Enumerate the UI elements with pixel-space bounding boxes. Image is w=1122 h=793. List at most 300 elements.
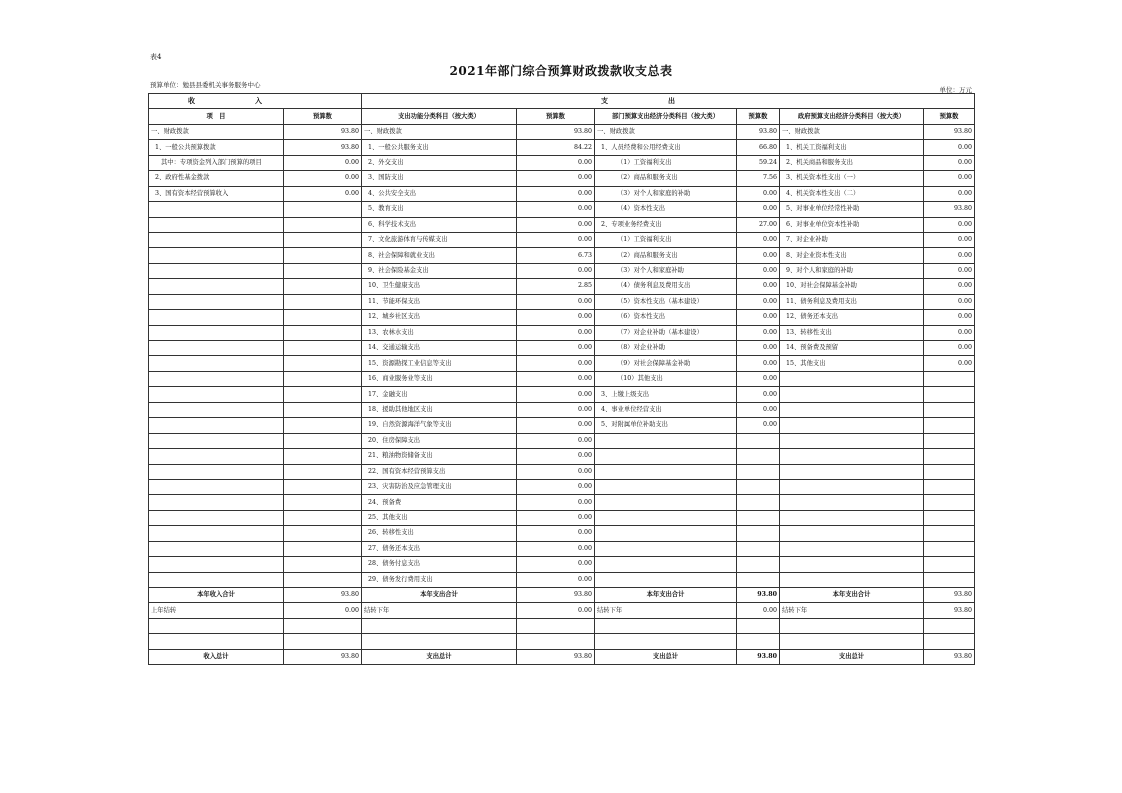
gov-econ-item: 10、对社会保障基金补助 — [780, 279, 924, 294]
gov-econ-item — [780, 634, 924, 649]
dept-econ-budget: 27.00 — [737, 217, 780, 232]
dept-econ-item: 一、财政拨款 — [595, 124, 737, 139]
dept-econ-budget: 0.00 — [737, 186, 780, 201]
function-budget: 0.00 — [517, 418, 595, 433]
dept-econ-budget: 0.00 — [737, 603, 780, 618]
income-budget — [284, 310, 362, 325]
income-item — [149, 248, 284, 263]
function-budget: 0.00 — [517, 186, 595, 201]
dept-econ-budget — [737, 618, 780, 633]
table-row — [149, 464, 975, 479]
income-budget — [284, 418, 362, 433]
income-budget — [284, 387, 362, 402]
function-item: 29、债务发行费用支出 — [362, 572, 517, 587]
function-budget: 0.00 — [517, 171, 595, 186]
income-budget — [284, 557, 362, 572]
total-row — [149, 649, 975, 664]
income-item — [149, 279, 284, 294]
dept-econ-budget — [737, 557, 780, 572]
dept-econ-item — [595, 557, 737, 572]
function-budget — [517, 618, 595, 633]
function-budget: 0.00 — [517, 572, 595, 587]
function-item — [362, 634, 517, 649]
function-item: 22、国有资本经营预算支出 — [362, 464, 517, 479]
dept-econ-budget — [737, 479, 780, 494]
function-budget: 93.80 — [517, 588, 595, 603]
dept-econ-item: （2）商品和服务支出 — [595, 248, 737, 263]
dept-econ-budget — [737, 449, 780, 464]
gov-econ-item — [780, 526, 924, 541]
dept-econ-budget: 66.80 — [737, 140, 780, 155]
gov-econ-budget — [924, 510, 975, 525]
gov-econ-budget — [924, 557, 975, 572]
income-item: 3、国有资本经营预算收入 — [149, 186, 284, 201]
income-budget — [284, 263, 362, 278]
dept-econ-item: （1）工资福利支出 — [595, 232, 737, 247]
function-budget: 0.00 — [517, 464, 595, 479]
income-budget — [284, 634, 362, 649]
table-row — [149, 294, 975, 309]
col-header-budget: 预算数 — [284, 109, 362, 124]
gov-econ-item: 9、对个人和家庭的补助 — [780, 263, 924, 278]
income-budget — [284, 449, 362, 464]
function-item: 10、卫生健康支出 — [362, 279, 517, 294]
income-budget — [284, 572, 362, 587]
function-item: 25、其他支出 — [362, 510, 517, 525]
dept-econ-item — [595, 526, 737, 541]
function-budget: 0.00 — [517, 294, 595, 309]
gov-econ-item — [780, 541, 924, 556]
gov-econ-budget — [924, 449, 975, 464]
income-budget — [284, 526, 362, 541]
dept-econ-budget — [737, 510, 780, 525]
function-budget: 0.00 — [517, 217, 595, 232]
gov-econ-budget: 0.00 — [924, 341, 975, 356]
table-row — [149, 279, 975, 294]
table-row — [149, 572, 975, 587]
col-header-function: 支出功能分类科目（按大类） — [362, 109, 517, 124]
table-row — [149, 217, 975, 232]
col-header-budget: 预算数 — [517, 109, 595, 124]
function-budget: 0.00 — [517, 341, 595, 356]
function-budget: 0.00 — [517, 495, 595, 510]
dept-econ-item — [595, 572, 737, 587]
function-item: 21、粮油物资储备支出 — [362, 449, 517, 464]
income-item — [149, 341, 284, 356]
table-row — [149, 479, 975, 494]
gov-econ-budget — [924, 634, 975, 649]
dept-econ-budget: 0.00 — [737, 232, 780, 247]
function-budget: 0.00 — [517, 325, 595, 340]
table-row — [149, 356, 975, 371]
dept-econ-budget: 93.80 — [737, 649, 780, 664]
dept-econ-budget: 0.00 — [737, 279, 780, 294]
budget-table — [148, 93, 975, 665]
function-item — [362, 618, 517, 633]
income-item — [149, 526, 284, 541]
gov-econ-item — [780, 572, 924, 587]
function-item: 支出总计 — [362, 649, 517, 664]
dept-econ-item: （2）商品和服务支出 — [595, 171, 737, 186]
income-item: 本年收入合计 — [149, 588, 284, 603]
dept-econ-budget: 0.00 — [737, 371, 780, 386]
table-row — [149, 495, 975, 510]
table-row — [149, 341, 975, 356]
gov-econ-budget: 0.00 — [924, 356, 975, 371]
dept-econ-budget: 0.00 — [737, 387, 780, 402]
function-budget: 0.00 — [517, 202, 595, 217]
gov-econ-item — [780, 371, 924, 386]
table-row — [149, 248, 975, 263]
gov-econ-budget: 0.00 — [924, 294, 975, 309]
income-item — [149, 557, 284, 572]
income-budget: 93.80 — [284, 649, 362, 664]
function-budget: 6.73 — [517, 248, 595, 263]
function-item: 9、社会保险基金支出 — [362, 263, 517, 278]
dept-econ-budget: 93.80 — [737, 588, 780, 603]
income-item — [149, 572, 284, 587]
table-row — [149, 140, 975, 155]
dept-econ-item: （10）其他支出 — [595, 371, 737, 386]
dept-econ-budget: 7.56 — [737, 171, 780, 186]
income-item — [149, 232, 284, 247]
gov-econ-item — [780, 387, 924, 402]
income-budget — [284, 541, 362, 556]
function-item: 1、一般公共服务支出 — [362, 140, 517, 155]
table-row — [149, 202, 975, 217]
dept-econ-budget: 0.00 — [737, 248, 780, 263]
income-item: 2、政府性基金拨款 — [149, 171, 284, 186]
function-item: 11、节能环保支出 — [362, 294, 517, 309]
table-row — [149, 557, 975, 572]
dept-econ-budget — [737, 464, 780, 479]
dept-econ-item — [595, 510, 737, 525]
dept-econ-budget: 0.00 — [737, 310, 780, 325]
function-budget: 0.00 — [517, 541, 595, 556]
income-budget — [284, 402, 362, 417]
income-item — [149, 510, 284, 525]
col-header-dept-econ: 部门预算支出经济分类科目（按大类） — [595, 109, 737, 124]
income-item — [149, 541, 284, 556]
function-budget: 0.00 — [517, 510, 595, 525]
dept-econ-item: （4）资本性支出 — [595, 202, 737, 217]
page-title: 2021年部门综合预算财政拨款收支总表 — [449, 64, 673, 78]
dept-econ-item: 支出总计 — [595, 649, 737, 664]
income-item — [149, 433, 284, 448]
income-item — [149, 634, 284, 649]
gov-econ-budget: 0.00 — [924, 186, 975, 201]
dept-econ-item — [595, 634, 737, 649]
function-budget: 0.00 — [517, 433, 595, 448]
dept-econ-item: 5、对附属单位补助支出 — [595, 418, 737, 433]
dept-econ-item: （3）对个人和家庭的补助 — [595, 186, 737, 201]
income-item — [149, 387, 284, 402]
dept-econ-item: 4、事业单位经营支出 — [595, 402, 737, 417]
table-row — [149, 232, 975, 247]
table-row — [149, 526, 975, 541]
expense-header: 支出 — [362, 94, 975, 109]
income-budget — [284, 202, 362, 217]
income-budget — [284, 433, 362, 448]
dept-econ-budget: 93.80 — [737, 124, 780, 139]
dept-econ-budget — [737, 572, 780, 587]
income-budget — [284, 341, 362, 356]
gov-econ-item — [780, 618, 924, 633]
dept-econ-budget: 59.24 — [737, 155, 780, 170]
income-item: 上年结转 — [149, 603, 284, 618]
income-item: 收入总计 — [149, 649, 284, 664]
table-row — [149, 418, 975, 433]
dept-econ-budget: 0.00 — [737, 402, 780, 417]
header-row-2 — [149, 109, 975, 124]
income-item — [149, 294, 284, 309]
dept-econ-item: （7）对企业补助（基本建设） — [595, 325, 737, 340]
dept-econ-item: （6）资本性支出 — [595, 310, 737, 325]
doc-tag: 表4 — [150, 53, 162, 61]
dept-econ-item — [595, 479, 737, 494]
gov-econ-budget — [924, 495, 975, 510]
dept-econ-budget — [737, 433, 780, 448]
gov-econ-budget: 0.00 — [924, 263, 975, 278]
function-budget: 0.00 — [517, 603, 595, 618]
gov-econ-budget — [924, 387, 975, 402]
gov-econ-item: 15、其他支出 — [780, 356, 924, 371]
function-item: 20、住房保障支出 — [362, 433, 517, 448]
table-row — [149, 124, 975, 139]
dept-econ-item: （9）对社会保障基金补助 — [595, 356, 737, 371]
income-budget — [284, 232, 362, 247]
function-budget: 0.00 — [517, 387, 595, 402]
gov-econ-budget: 0.00 — [924, 325, 975, 340]
income-budget — [284, 248, 362, 263]
gov-econ-budget — [924, 572, 975, 587]
gov-econ-budget — [924, 418, 975, 433]
dept-econ-budget: 0.00 — [737, 263, 780, 278]
gov-econ-budget: 0.00 — [924, 140, 975, 155]
gov-econ-item: 结转下年 — [780, 603, 924, 618]
function-budget: 0.00 — [517, 479, 595, 494]
function-budget — [517, 634, 595, 649]
function-item: 7、文化旅游体育与传媒支出 — [362, 232, 517, 247]
dept-econ-item: （4）债务利息及费用支出 — [595, 279, 737, 294]
gov-econ-item — [780, 464, 924, 479]
table-row — [149, 449, 975, 464]
table-row — [149, 510, 975, 525]
dept-econ-item: 结转下年 — [595, 603, 737, 618]
gov-econ-budget — [924, 371, 975, 386]
income-budget: 0.00 — [284, 155, 362, 170]
gov-econ-item — [780, 479, 924, 494]
dept-econ-budget: 0.00 — [737, 202, 780, 217]
gov-econ-budget: 0.00 — [924, 310, 975, 325]
gov-econ-budget — [924, 433, 975, 448]
gov-econ-item: 13、转移性支出 — [780, 325, 924, 340]
income-item: 其中：专项资金列入部门预算的项目 — [149, 155, 284, 170]
gov-econ-item — [780, 495, 924, 510]
income-item — [149, 449, 284, 464]
gov-econ-item: 2、机关商品和服务支出 — [780, 155, 924, 170]
function-budget: 0.00 — [517, 557, 595, 572]
gov-econ-budget — [924, 541, 975, 556]
function-item: 14、交通运输支出 — [362, 341, 517, 356]
function-budget: 0.00 — [517, 371, 595, 386]
gov-econ-item — [780, 418, 924, 433]
gov-econ-budget: 0.00 — [924, 248, 975, 263]
dept-econ-item — [595, 541, 737, 556]
function-item: 13、农林水支出 — [362, 325, 517, 340]
gov-econ-budget: 0.00 — [924, 279, 975, 294]
function-budget: 93.80 — [517, 124, 595, 139]
income-item — [149, 263, 284, 278]
function-budget: 0.00 — [517, 310, 595, 325]
gov-econ-item: 5、对事业单位经常性补助 — [780, 202, 924, 217]
income-item — [149, 618, 284, 633]
income-item — [149, 371, 284, 386]
function-budget: 0.00 — [517, 526, 595, 541]
gov-econ-item: 1、机关工资福利支出 — [780, 140, 924, 155]
gov-econ-budget — [924, 464, 975, 479]
dept-econ-item: （1）工资福利支出 — [595, 155, 737, 170]
income-item — [149, 217, 284, 232]
income-item: 一、财政拨款 — [149, 124, 284, 139]
col-header-item: 项 目 — [149, 109, 284, 124]
dept-econ-budget — [737, 541, 780, 556]
gov-econ-item: 4、机关资本性支出（二） — [780, 186, 924, 201]
table-row — [149, 171, 975, 186]
col-header-budget: 预算数 — [924, 109, 975, 124]
income-budget — [284, 356, 362, 371]
table-row — [149, 263, 975, 278]
function-item: 结转下年 — [362, 603, 517, 618]
income-budget — [284, 495, 362, 510]
subtotal-row — [149, 588, 975, 603]
unit-label: 单位：万元 — [939, 86, 972, 94]
gov-econ-budget — [924, 618, 975, 633]
gov-econ-budget: 93.80 — [924, 603, 975, 618]
gov-econ-item — [780, 510, 924, 525]
gov-econ-item: 7、对企业补助 — [780, 232, 924, 247]
gov-econ-item: 6、对事业单位资本性补助 — [780, 217, 924, 232]
income-budget — [284, 479, 362, 494]
function-item: 27、债务还本支出 — [362, 541, 517, 556]
income-item — [149, 310, 284, 325]
table-row — [149, 371, 975, 386]
dept-econ-item — [595, 449, 737, 464]
function-item: 5、教育支出 — [362, 202, 517, 217]
table-body — [149, 94, 975, 665]
dept-econ-item — [595, 433, 737, 448]
table-row — [149, 433, 975, 448]
gov-econ-item: 3、机关资本性支出（一） — [780, 171, 924, 186]
gov-econ-budget: 93.80 — [924, 124, 975, 139]
dept-econ-budget — [737, 526, 780, 541]
dept-econ-budget: 0.00 — [737, 325, 780, 340]
gov-econ-item: 12、债务还本支出 — [780, 310, 924, 325]
dept-econ-item — [595, 495, 737, 510]
dept-econ-item: （5）资本性支出（基本建设） — [595, 294, 737, 309]
income-budget: 0.00 — [284, 603, 362, 618]
gov-econ-budget: 93.80 — [924, 202, 975, 217]
function-item: 一、财政拨款 — [362, 124, 517, 139]
gov-econ-budget: 93.80 — [924, 588, 975, 603]
blank-row — [149, 618, 975, 633]
gov-econ-budget: 0.00 — [924, 217, 975, 232]
function-item: 6、科学技术支出 — [362, 217, 517, 232]
function-item: 2、外交支出 — [362, 155, 517, 170]
dept-econ-budget: 0.00 — [737, 341, 780, 356]
function-item: 12、城乡社区支出 — [362, 310, 517, 325]
function-item: 23、灾害防治及应急管理支出 — [362, 479, 517, 494]
gov-econ-budget: 0.00 — [924, 232, 975, 247]
income-budget: 93.80 — [284, 140, 362, 155]
gov-econ-item — [780, 402, 924, 417]
income-item — [149, 356, 284, 371]
function-item: 4、公共安全支出 — [362, 186, 517, 201]
gov-econ-item — [780, 449, 924, 464]
function-item: 24、预备费 — [362, 495, 517, 510]
table-row — [149, 155, 975, 170]
income-budget — [284, 325, 362, 340]
income-budget — [284, 464, 362, 479]
dept-econ-budget: 0.00 — [737, 356, 780, 371]
income-item — [149, 402, 284, 417]
dept-econ-item: 2、专项业务经费支出 — [595, 217, 737, 232]
dept-econ-item: （3）对个人和家庭补助 — [595, 263, 737, 278]
gov-econ-item: 本年支出合计 — [780, 588, 924, 603]
function-budget: 0.00 — [517, 356, 595, 371]
dept-econ-item: （8）对企业补助 — [595, 341, 737, 356]
income-budget — [284, 618, 362, 633]
dept-econ-budget — [737, 634, 780, 649]
table-row — [149, 325, 975, 340]
gov-econ-budget — [924, 526, 975, 541]
income-item: 1、一般公共预算拨款 — [149, 140, 284, 155]
dept-econ-budget: 0.00 — [737, 418, 780, 433]
gov-econ-budget: 93.80 — [924, 649, 975, 664]
gov-econ-item — [780, 557, 924, 572]
income-budget: 93.80 — [284, 588, 362, 603]
income-item — [149, 479, 284, 494]
col-header-budget: 预算数 — [737, 109, 780, 124]
function-item: 8、社会保障和就业支出 — [362, 248, 517, 263]
table-row — [149, 402, 975, 417]
function-budget: 0.00 — [517, 155, 595, 170]
income-budget: 0.00 — [284, 186, 362, 201]
function-item: 16、商业服务业等支出 — [362, 371, 517, 386]
function-item: 18、援助其他地区支出 — [362, 402, 517, 417]
function-item: 26、转移性支出 — [362, 526, 517, 541]
carry-row — [149, 603, 975, 618]
dept-econ-budget: 0.00 — [737, 294, 780, 309]
income-item — [149, 464, 284, 479]
dept-econ-item: 本年支出合计 — [595, 588, 737, 603]
dept-econ-item — [595, 618, 737, 633]
function-item: 28、债务付息支出 — [362, 557, 517, 572]
table-row — [149, 186, 975, 201]
gov-econ-budget — [924, 402, 975, 417]
gov-econ-budget: 0.00 — [924, 155, 975, 170]
table-row — [149, 387, 975, 402]
income-budget — [284, 371, 362, 386]
gov-econ-item: 一、财政拨款 — [780, 124, 924, 139]
budget-unit: 预算单位：勉县县委机关事务服务中心 — [150, 81, 261, 89]
income-item — [149, 325, 284, 340]
gov-econ-budget: 0.00 — [924, 171, 975, 186]
dept-econ-budget — [737, 495, 780, 510]
gov-econ-item — [780, 433, 924, 448]
gov-econ-item: 11、债务利息及费用支出 — [780, 294, 924, 309]
blank-row — [149, 634, 975, 649]
